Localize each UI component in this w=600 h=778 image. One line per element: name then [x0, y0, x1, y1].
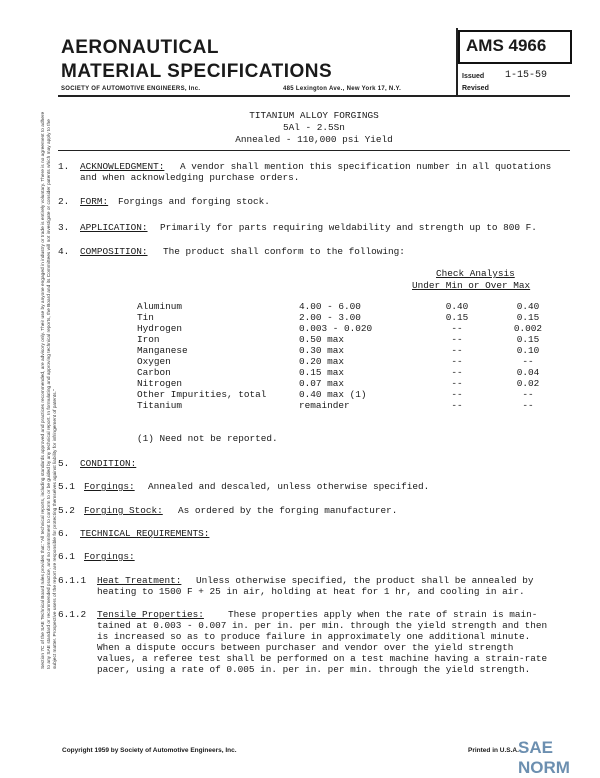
s612-number: 6.1.2	[58, 609, 87, 620]
s61-heading: Forgings:	[84, 551, 135, 562]
s3-number: 3.	[58, 222, 70, 233]
society-name: SOCIETY OF AUTOMOTIVE ENGINEERS, Inc.	[61, 86, 201, 92]
revised-label: Revised	[462, 85, 489, 92]
composition-element: Other Impurities, total	[137, 389, 267, 400]
composition-under: --	[451, 367, 463, 378]
spec-number-box	[458, 30, 572, 64]
s1-text-1: A vendor shall mention this specification number in all quotations	[180, 161, 552, 172]
check-analysis-header: Check Analysis	[436, 268, 515, 279]
composition-range: 0.07 max	[299, 378, 345, 389]
title-rule	[58, 150, 570, 151]
s3-text: Primarily for parts requiring weldability and strength up to 800 F.	[160, 222, 537, 233]
spec-number: AMS 4966	[466, 36, 547, 55]
composition-row	[137, 389, 553, 400]
s4-heading: COMPOSITION:	[80, 246, 148, 257]
composition-under: --	[451, 400, 463, 411]
composition-over: --	[522, 356, 534, 367]
composition-range: 0.15 max	[299, 367, 345, 378]
composition-under: --	[451, 334, 463, 345]
composition-under: --	[451, 345, 463, 356]
s612-heading: Tensile Properties:	[97, 609, 204, 620]
composition-over: 0.15	[516, 334, 540, 345]
composition-row	[137, 378, 553, 389]
composition-under: 0.15	[445, 312, 469, 323]
title-line-2: MATERIAL SPECIFICATIONS	[61, 61, 333, 82]
composition-element: Tin	[137, 312, 154, 323]
composition-element: Carbon	[137, 367, 171, 378]
s611-heading: Heat Treatment:	[97, 575, 182, 586]
composition-range: remainder	[299, 400, 350, 411]
composition-rows	[137, 301, 553, 411]
s1-number: 1.	[58, 161, 70, 172]
composition-over: 0.10	[516, 345, 540, 356]
composition-element: Nitrogen	[137, 378, 183, 389]
s4-text: The product shall conform to the following:	[163, 246, 405, 257]
composition-element: Aluminum	[137, 301, 183, 312]
composition-row	[137, 312, 553, 323]
composition-row	[137, 356, 553, 367]
composition-row	[137, 334, 553, 345]
composition-element: Manganese	[137, 345, 188, 356]
s611-text-1: Unless otherwise specified, the product shall be annealed by	[196, 575, 534, 586]
s3-heading: APPLICATION:	[80, 222, 148, 233]
s6-number: 6.	[58, 528, 70, 539]
composition-row	[137, 400, 553, 411]
composition-over: 0.40	[516, 301, 540, 312]
composition-range: 0.50 max	[299, 334, 345, 345]
composition-table	[137, 301, 553, 411]
doc-title-1: TITANIUM ALLOY FORGINGS	[249, 110, 379, 121]
s2-number: 2.	[58, 196, 70, 207]
composition-over: 0.02	[516, 378, 540, 389]
issued-date: 1-15-59	[505, 70, 548, 81]
s5-number: 5.	[58, 458, 70, 469]
s51-text: Annealed and descaled, unless otherwise specified.	[148, 481, 430, 492]
header-rule	[58, 95, 570, 97]
composition-range: 2.00 - 3.00	[299, 312, 361, 323]
side-disclaimer: Section 7C of the SAE Technical Board rules provides that: "All technical reports, including standards approved and practices recommended, are advisory only. Their use by anyone engaged in industry or trade is entirely voluntary. There is no agreement to adhere to any SAE standard or recommended practice, and no commitment to conform to or be guided by any technical report. In formulating and approving technical reports, the Board and its Committees will not investigate or consider patents which may apply to the subject matter. Prospective users of the report are responsible for protecting themselves against liability for infringement of patents."	[41, 111, 58, 669]
composition-element: Oxygen	[137, 356, 171, 367]
s612-text-4: When a dispute occurs between purchaser and vendor over the yield strength	[97, 642, 514, 653]
s612-text-3: is increased so as to produce failure in approximately one additional minute.	[97, 631, 531, 642]
s6-heading: TECHNICAL REQUIREMENTS:	[80, 528, 210, 539]
s611-number: 6.1.1	[58, 575, 87, 586]
s2-heading: FORM:	[80, 196, 109, 207]
s612-text-2: tained at 0.003 - 0.007 in. per in. per min. through the yield strength and then	[97, 620, 548, 631]
composition-under: 0.40	[445, 301, 469, 312]
composition-range: 0.30 max	[299, 345, 345, 356]
footer-printed: Printed in U.S.A.	[468, 747, 519, 754]
doc-title-3: Annealed - 110,000 psi Yield	[235, 134, 393, 145]
s52-text: As ordered by the forging manufacturer.	[178, 505, 398, 516]
s1-text-2: and when acknowledging purchase orders.	[80, 172, 300, 183]
composition-over: --	[522, 389, 534, 400]
s612-text-1: These properties apply when the rate of strain is main-	[228, 609, 538, 620]
composition-under: --	[451, 389, 463, 400]
s5-heading: CONDITION:	[80, 458, 137, 469]
composition-under: --	[451, 378, 463, 389]
composition-range: 0.003 - 0.020	[299, 323, 373, 334]
s52-heading: Forging Stock:	[84, 505, 163, 516]
s52-number: 5.2	[58, 505, 75, 516]
under-over-header: Under Min or Over Max	[412, 280, 531, 291]
composition-element: Iron	[137, 334, 160, 345]
composition-row	[137, 323, 553, 334]
s2-text: Forgings and forging stock.	[118, 196, 270, 207]
s51-heading: Forgings:	[84, 481, 135, 492]
s61-number: 6.1	[58, 551, 75, 562]
issued-label: Issued	[462, 73, 485, 80]
header-divider	[456, 28, 458, 96]
composition-row	[137, 345, 553, 356]
composition-over: 0.15	[516, 312, 540, 323]
s51-number: 5.1	[58, 481, 75, 492]
s612-text-5: values, a referee test shall be performed on a test machine having a strain-rate	[97, 653, 548, 664]
society-address: 485 Lexington Ave., New York 17, N.Y.	[283, 86, 402, 92]
composition-element: Titanium	[137, 400, 183, 411]
composition-under: --	[451, 356, 463, 367]
composition-over: 0.04	[516, 367, 540, 378]
composition-range: 0.40 max (1)	[299, 389, 367, 400]
s611-text-2: heating to 1500 F + 25 in air, holding at heat for 1 hr, and cooling in air.	[97, 586, 525, 597]
composition-over: --	[522, 400, 534, 411]
composition-range: 0.20 max	[299, 356, 345, 367]
composition-element: Hydrogen	[137, 323, 183, 334]
composition-over: 0.002	[513, 323, 543, 334]
s4-number: 4.	[58, 246, 70, 257]
composition-range: 4.00 - 6.00	[299, 301, 361, 312]
composition-under: --	[451, 323, 463, 334]
title-line-1: AERONAUTICAL	[61, 37, 219, 58]
composition-footnote: (1) Need not be reported.	[137, 433, 278, 444]
footer-copyright: Copyright 1959 by Society of Automotive Engineers, Inc.	[62, 747, 237, 754]
doc-title-2: 5Al - 2.5Sn	[283, 122, 345, 133]
composition-row	[137, 301, 553, 312]
s1-heading: ACKNOWLEDGMENT:	[80, 161, 165, 172]
composition-row	[137, 367, 553, 378]
sae-norm-watermark: SAE NORM	[518, 738, 570, 777]
s612-text-6: pacer, using a rate of 0.005 in. per in. per min. through the yield strength.	[97, 664, 531, 675]
